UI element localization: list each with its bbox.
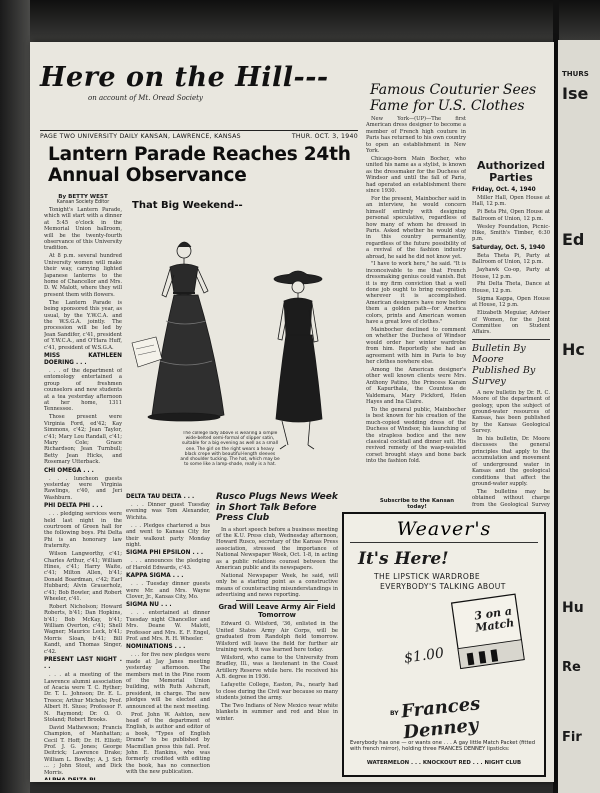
grad-headline: Grad Will Leave Army Air Field Tomorrow <box>218 603 336 620</box>
bulletin-body <box>472 390 550 508</box>
party-item: Jayhawk Co-op, Party at House, 12 p.m. <box>472 267 550 280</box>
society-notes <box>44 353 122 780</box>
party-item: Phi Delta Theta, Dance at House, 12 p.m. <box>472 281 550 294</box>
parties-list <box>472 187 550 336</box>
note-text: . . . Pledges chartered a bus and went to Kansas City for their walkout party Monday night. <box>126 522 210 548</box>
note-heading: PHI DELTA PHI . . . <box>44 503 103 510</box>
note-text: . . . of the department of entomology entertained a group of freshmen counselors and new students at a tea yesterday afternoon at her home, 1311 Tennessee. <box>44 367 122 413</box>
couturier-story <box>366 116 466 508</box>
byline: By BETTY WEST <box>58 194 108 200</box>
weavers-advertisement <box>342 512 546 777</box>
story-paragraph: Wilsford, who came to the University from Bradley, Ill., was a lieutenant in the Coast Artillery Reserve while here. He received his A.B. degree in 1936. <box>216 655 338 681</box>
fashion-illustration-panel <box>126 200 364 490</box>
ad-store-name: Weaver's <box>396 518 492 540</box>
story-paragraph: The Lantern Parade is being sponsored this year, as usual, by the Y.W.C.A. and the W.S.G.A. jointly. The procession will be led by Jean Sandifer, c'41, president of Y.W.C.A., and O'Hara Huff, c'41, president of W.S.G.A. <box>44 299 122 351</box>
main-headline: Lantern Parade Reaches 24th Annual Observance <box>48 144 351 186</box>
note-text: . . . at a meeting of the Lawrence alumni association of Acacia were T. C. Ryther; Dr. T. L. Johnson; Dr. E. L. Treece; Arthur Michels; Prof. Albert H. Sluss; Professor F. N. Raymond; Dr. O. O. Stoland; Robert Brooks. <box>44 672 122 723</box>
party-item: Sigma Kappa, Open House at House, 12 p.m. <box>472 295 550 309</box>
dateline-left: PAGE TWO UNIVERSITY DAILY KANSAN, LAWRENCE, KANSAS <box>40 133 241 140</box>
ad-price: $1.00 <box>403 645 446 667</box>
grad-story-body <box>216 621 338 722</box>
subscribe-line: Subscribe to the Kansan today! <box>379 498 455 510</box>
adjacent-page-fragment: Fir <box>562 730 582 745</box>
story-paragraph: National Newspaper Week, he said, will only be a starting point as a constructive means of counteracting misunderstandings in advertising and news reporting. <box>216 572 338 599</box>
note-text: Those present were Virginia Ford, ed'42; Kay Simmons, c'42; Jean Taylor, c'41; Mary Lou Randall, c'41; Mary Cole; Grace Richardson; Jean Turnbull; Betty Jean Hicks, and Rosemary Utterback. <box>44 414 122 466</box>
illustration-title: That Big Weekend-- <box>132 200 243 211</box>
main-story-column <box>44 194 122 780</box>
fashion-sketch-accessory <box>132 337 162 367</box>
rusco-headline: Rusco Plugs News Week in Short Talk Before Press Club <box>216 492 338 523</box>
rusco-story <box>216 492 338 780</box>
note-text: . . . announces the pledging of Harold Edwards, c'43. <box>126 558 210 571</box>
note-heading: DELTA TAU DELTA . . . <box>126 494 195 500</box>
note-text: Wilson Langworthy, c'41; Charles Arthur, c'41; William Hines, c'41; Harry Waite, c'41; Milton Allen, b'41; Donald Boardman, c'42; Earl Hubbard; Alvin Grauerholz, c'41; Bob Bowler, and Robert Wheeler, c'41. <box>44 551 122 602</box>
divider <box>472 339 550 340</box>
story-paragraph: Lafayette College, Easton, Pa., nearly had to close during the Civil war because so many students joined the army. <box>216 682 338 701</box>
ad-brand: Frances Denney <box>400 693 482 744</box>
parties-headline: Authorized Parties <box>477 160 545 184</box>
ad-line-2: EVERYBODY'S TALKING ABOUT <box>380 582 506 591</box>
scanner-top-edge <box>30 0 600 42</box>
story-paragraph: A new bulletin by Dr. R. C. Moore of the department of geology, upon the subject of ground-water resources of Kansas, has been published by the Kansas Geological Survey. <box>472 389 550 435</box>
mid-notes-body <box>126 494 210 776</box>
story-paragraph: Among the American designer's other well known clients were Mrs. Anthony Patino, the Princess Karam of Kapurthala, the Countess de Valdemara, Mary Pickford, Helen Hayes and Ina Claire. <box>366 366 466 405</box>
note-text: . . . pledging services were held last night in the courtroom of Green hall for the following boys. Phi Delta Phi is an honorary law fraternity. <box>44 511 122 550</box>
story-paragraph: At 8 p.m. several hundred University women will make their way, carrying lighted Japanese lanterns to the home of Chancellor and Mrs. D. W. Malott, where they will present them with flowers. <box>44 253 122 298</box>
ad-badge: 3 on a Match <box>473 604 516 635</box>
note-heading: MISS KATHLEEN DOERING . . . <box>44 352 122 366</box>
dateline-right: THUR. OCT. 3, 1940 <box>291 133 358 140</box>
newspaper-page <box>30 42 554 782</box>
party-item: Beta Theta Pi, Party at Ballroom of Union, 12 p.m. <box>472 252 550 266</box>
story-paragraph: Edward O. Wilsford, '36, enlisted in the United States Army Air Corps, will be graduated from Randolph field tomorrow. Wilsford will leave the field for further air training work, it was learned here today. <box>216 621 338 654</box>
note-heading: NOMINATIONS . . . <box>126 644 186 651</box>
adjacent-page-fragment: Ed <box>562 230 585 249</box>
divider <box>236 600 318 601</box>
byline-role: Kansan Society Editor <box>56 200 110 205</box>
couturier-body <box>366 116 466 465</box>
note-heading: SIGMA NU . . . <box>126 602 172 609</box>
party-item: Elizabeth Meguiar, Adviser of Women, for the Joint Committee on Student Affairs. <box>472 310 550 336</box>
adjacent-page-fragment: Hu <box>562 600 584 616</box>
ad-by: BY <box>390 710 399 717</box>
story-paragraph: The bulletins may be obtained without charge from the Geological Survey <box>472 488 550 508</box>
story-paragraph: The Two Indians of New Mexico wear white blankets in summer and red and blue in winter. <box>216 702 338 722</box>
note-text: . . . Dinner guest Tuesday evening was Tom Alexander, Wichita. <box>126 502 210 521</box>
story-paragraph: In his bulletin, Dr. Moore discusses the general principles that apply to the accumulation and movement of underground water in Kansas and the geological conditions that affect the ground-water supply. <box>472 436 550 487</box>
ad-footer-1: Everybody has one — or wants one . . . A gay little Match Packet (fitted with french mirror), holding three FRANCES DENNEY lipsticks: <box>350 740 535 753</box>
ad-line-1: THE LIPSTICK WARDROBE <box>374 572 481 581</box>
story-paragraph: To the general public, Mainbocher is best known for his creation of the much-copied wedding dress of the Duchess of Windsor, his launching of the strapless bodice and the new classical cocktail and dinner suit. His revived remedy of the wasp-waisted corset brought stays and bone back into the fashion fold. <box>366 406 466 465</box>
note-text: . . . luncheon guests yesterday were Virginia Rawlings, c'40, and Jeri Washburn. <box>44 475 122 501</box>
society-notes-continued <box>126 492 210 780</box>
note-text: Robert Nicholson; Howard Roberts, b'41; Dan Hopkins, b'41; Bob McKay, b'41; William Overton, c'41; Shell Wagner; Maurice Leck, b'41; Morris Sloan, b'41; Bill Kandt, and Thomas Singer, c'42. <box>44 603 122 655</box>
figure-left-gown <box>148 242 224 421</box>
dateline <box>40 130 358 140</box>
note-text: David Mathewson; Francis Champion, of Manhattan; Cecil T. Hoff; Dr. H. Elliott; Prof. J. G. Jones; George Deitrick; Lawrence Drake; William L. Bowlby; A. J. Sch ... ; John Stout, and Dick Morris. <box>44 724 122 776</box>
ad-footer-2: WATERMELON . . . KNOCKOUT RED . . . NIGHT CLUB <box>366 760 522 766</box>
story-paragraph: New York—(UP)—The first American dress designer to become a member of French high couture in Paris has returned to his own country to open an establishment in New York. <box>366 116 466 155</box>
party-item: Pi Beta Phi, Open House at Ballroom of Union, 12 p.m. <box>472 209 550 222</box>
ad-its-here: It's Here! <box>358 549 449 569</box>
adjacent-page-fragment: Hc <box>562 340 585 359</box>
story-paragraph: "I have to work here," he said. "It is inconceivable to me that French dressmaking genius could vanish. But it is my firm conviction that a well done job ought to bring recognition wherever it is accomplished. American designers have now before them a golden path—for America colors, prints and American women have a great love of clothes." <box>366 261 466 326</box>
ad-divider <box>350 542 538 543</box>
scanner-left-edge <box>0 0 30 793</box>
masthead-subtitle: on account of Mt. Oread Society <box>88 94 203 102</box>
adjacent-page-fragment: Re <box>562 660 581 675</box>
story-paragraph: Chicago-born Main Bocher, who united his name as a stylist, is known as the dressmaker for the Duchess of Windsor and until the fall of Paris, had operated an establishment there since 1930. <box>366 155 466 194</box>
story-paragraph: In a short speech before a business meeting of the K.U. Press club, Wednesday afternoon, Howard Rusco, secretary of the Kansas Press association, stressed the importance of National Newspaper Week, Oct. 1-8, in acting as a public relations counsel between the American public and its newspapers. <box>216 526 338 571</box>
fashion-illustration <box>126 211 364 486</box>
party-item: Miller Hall, Open House at Hall, 12 p.m. <box>472 195 550 208</box>
story-paragraph: Mainbocher declined to comment on whether the Duchess of Windsor would order her winter wardrobe from him. Reportedly she had an agreement with him in Paris to buy her clothes nowhere else. <box>366 327 466 366</box>
right-column <box>472 160 550 508</box>
note-heading: PRESENT LAST NIGHT . . . <box>44 657 122 671</box>
story-paragraph: Tonight's Lantern Parade, which will start with a dinner at 5:45 o'clock in the Memorial Union ballroom, will be the twenty-fourth observance of this University tradition. <box>44 207 122 252</box>
adjacent-page-fragment: THURS <box>562 70 589 78</box>
note-heading: CHI OMEGA . . . <box>44 467 94 474</box>
story-paragraph: For the present, Mainbocher said in an interview, he would concern himself entirely with designing personal speculative, regardless of how many of whom he dressed in Paris. Asked whether he would stay in this country permanently, regardless of the future possibility of a revival of the fashion industry abroad, he said he did not know yet. <box>366 195 466 260</box>
party-day: Saturday, Oct. 5, 1940 <box>472 244 546 251</box>
note-text: . . . Tuesday dinner guests were Mr. and Mrs. Wayne Clover, Jr., Kansas City, Mo. <box>126 581 210 600</box>
adjacent-page-fragment: Ise <box>562 84 589 103</box>
note-heading <box>44 778 122 780</box>
figure-right-dress <box>274 271 322 449</box>
couturier-headline: Famous Couturier Sees Fame for U.S. Clothes <box>370 82 537 114</box>
adjacent-page-edge <box>558 40 600 793</box>
bulletin-headline: Bulletin By Moore Published By Survey <box>472 342 536 387</box>
note-text: Prof. John W. Ashton, new head of the department of English, is author and editor of a book, "Types of English Drama" to be published by Macmillan press this fall. Prof. John E. Hankins, who was formerly credited with editing the book, has no connection with the new publication. <box>126 711 210 776</box>
illustration-caption: The college lady above is wearing a simple wide-belted semi-formal of slipper satin, suitable for a big evening as well as a small one. The girl on the right wears a heavy black crepe with beautiful-length sleeves and shoulder tucking. The hat, which may be to some like a lamp-shade, really is a hat. <box>180 431 280 468</box>
note-heading: SIGMA PHI EPSILON . . . <box>126 550 204 557</box>
masthead-title: Here on the Hill--- <box>40 62 329 93</box>
note-text: . . . entertained at dinner Tuesday night Chancellor and Mrs. Deane W. Malott, Professor and Mrs. E. F. Engel, Prof. and Mrs. R. H. Wheeler. <box>126 610 210 642</box>
party-item: Wesley Foundation, Picnic-Hike, Smith's Timber, 6:30 p.m. <box>472 223 550 243</box>
rusco-body <box>216 527 338 599</box>
party-day: Friday, Oct. 4, 1940 <box>472 187 536 193</box>
note-heading: KAPPA SIGMA . . . <box>126 573 184 580</box>
masthead <box>40 62 370 120</box>
note-text: . . . for five new pledges were made at Jay Janes meeting yesterday afternoon. The members met in the Pine room of the Memorial Union building, with Ruth Ashcraft, president, in charge. The new pledges will be elected and announced at the next meeting. <box>126 652 210 710</box>
main-story-body <box>44 207 122 351</box>
